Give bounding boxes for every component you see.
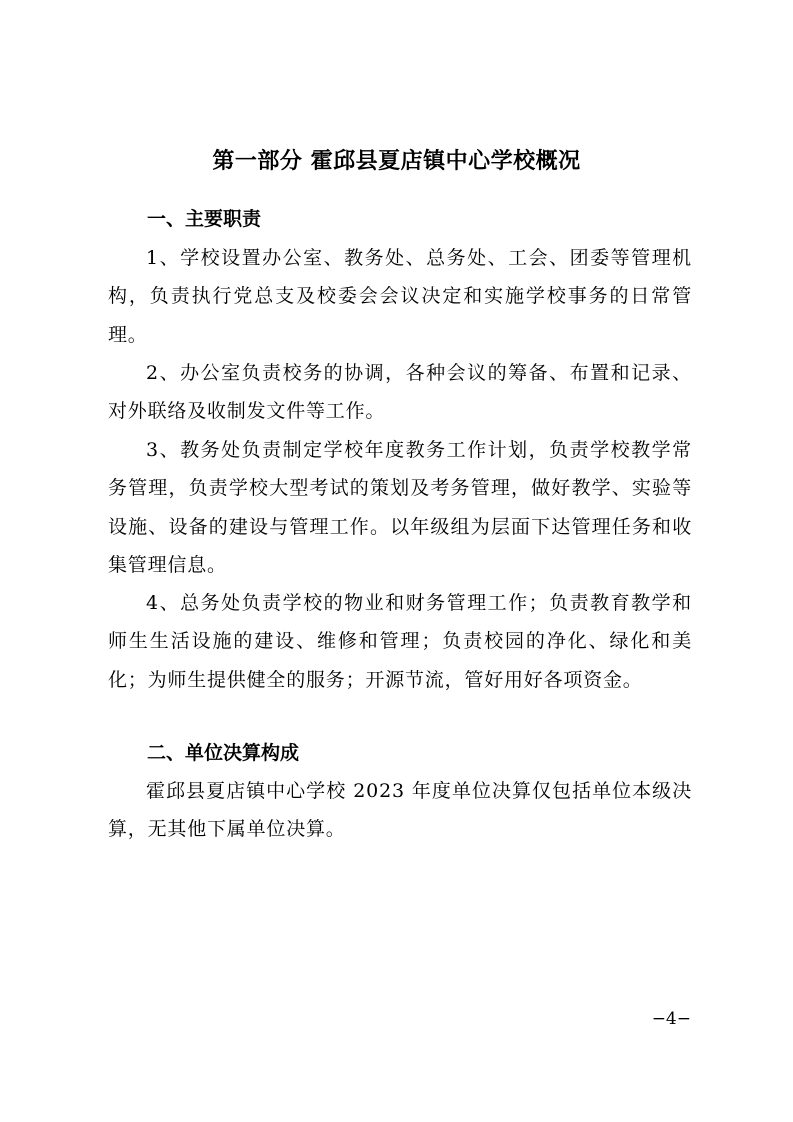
paragraph-duty-1: 1、学校设置办公室、教务处、总务处、工会、团委等管理机构，负责执行党总支及校委会会议决定和实施学校事务的日常管理。: [108, 247, 692, 346]
paragraph-duty-4: 4、总务处负责学校的物业和财务管理工作；负责教育教学和师生生活设施的建设、维修和管理；负责校园的净化、绿化和美化；为师生提供健全的服务；开源节流，管好用好各项资金。: [108, 592, 692, 691]
paragraph-budget-composition: 霍邱县夏店镇中心学校 2023 年度单位决算仅包括单位本级决算，无其他下属单位决算。: [108, 780, 692, 841]
section-heading-main-duties: 一、主要职责: [147, 208, 262, 230]
page-number: −4−: [651, 1009, 691, 1029]
paragraph-duty-2: 2、办公室负责校务的协调，各种会议的筹备、布置和记录、对外联络及收制发文件等工作。: [108, 362, 692, 423]
paragraph-duty-3: 3、教务处负责制定学校年度教务工作计划，负责学校教学常务管理，负责学校大型考试的策划及考务管理，做好教学、实验等设施、设备的建设与管理工作。以年级组为层面下达管理任务和收集管理信息。: [108, 439, 692, 576]
section-heading-budget-composition: 二、单位决算构成: [147, 742, 300, 764]
page-title: 第一部分 霍邱县夏店镇中心学校概况: [212, 149, 581, 174]
